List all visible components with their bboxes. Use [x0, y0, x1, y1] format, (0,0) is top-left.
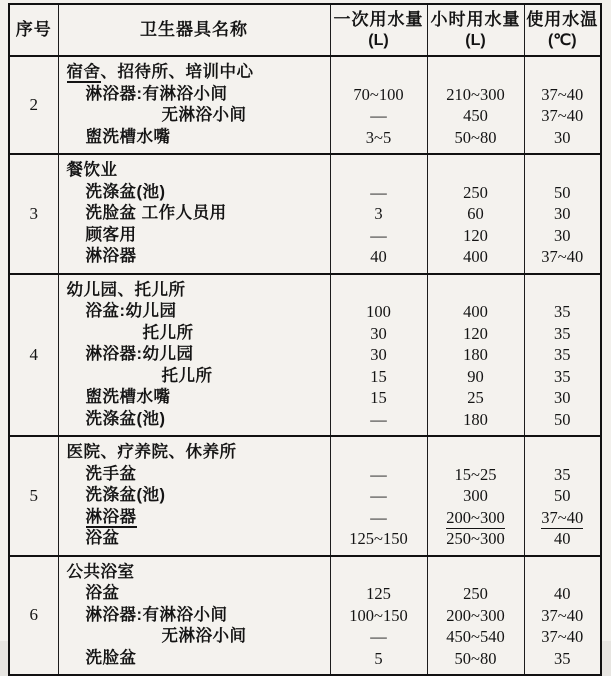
water-temp-value-text: 50	[554, 486, 571, 505]
water-usage-table	[8, 3, 602, 676]
hourly-usage-value	[428, 182, 524, 204]
hourly-usage-value-text: 400	[463, 302, 488, 321]
water-temp-value	[525, 203, 601, 225]
fixture-name	[59, 301, 330, 323]
col-header-water-temp-label: 使用水温	[526, 10, 599, 29]
section-title	[59, 562, 330, 584]
hourly-usage-value-cell	[427, 436, 524, 556]
water-temp-value-text: 35	[554, 302, 571, 321]
fixture-name-text: 盥洗槽水嘴	[85, 127, 171, 146]
fixture-name	[59, 648, 330, 670]
fixture-name	[59, 344, 330, 366]
once-usage-value	[331, 387, 427, 409]
once-usage-value-cell	[330, 436, 427, 556]
fixture-name	[59, 409, 330, 431]
once-usage-value-cell	[330, 154, 427, 274]
water-temp-value	[525, 507, 601, 529]
once-usage-value-text: 100	[366, 302, 391, 321]
once-usage-value-text: 15	[370, 388, 387, 407]
col-header-fixture-name-label: 卫生器具名称	[140, 20, 248, 39]
water-temp-value	[525, 648, 601, 670]
fixture-name-text: 洗脸盆 工作人员用	[85, 204, 227, 222]
fixture-name-text: 淋浴器:有淋浴小间	[85, 605, 228, 624]
fixture-name-text: 托儿所	[142, 323, 194, 342]
once-usage-value-text: 30	[370, 323, 387, 343]
once-usage-value	[331, 507, 427, 529]
fixture-name-text: 托儿所	[161, 366, 213, 385]
blank-line	[428, 562, 524, 584]
hourly-usage-value-cell	[427, 154, 524, 274]
hourly-usage-value	[428, 366, 524, 388]
once-usage-value	[331, 485, 427, 507]
once-usage-value	[331, 344, 427, 366]
once-usage-value	[331, 105, 427, 127]
section-title-part: 公共浴室	[66, 562, 135, 581]
once-usage-value-text: —	[370, 464, 387, 484]
fixture-name-text: 无淋浴小间	[161, 627, 247, 645]
once-usage-value-text: 30	[370, 345, 387, 364]
hourly-usage-value-text: 50~80	[454, 648, 497, 668]
fixture-name-text: 淋浴器	[85, 247, 137, 265]
once-usage-value-text: 70~100	[353, 84, 404, 104]
water-temp-value-cell	[524, 154, 601, 274]
water-temp-value-text: 37~40	[541, 106, 584, 125]
water-temp-value-text: 37~40	[541, 605, 584, 625]
once-usage-value	[331, 626, 427, 648]
hourly-usage-value	[428, 464, 524, 486]
water-temp-value-text: 30	[554, 127, 571, 147]
blank-line	[428, 62, 524, 84]
once-usage-value-text: 125	[366, 584, 391, 603]
water-temp-value-text: 35	[554, 323, 571, 343]
fixture-name	[59, 366, 330, 388]
section-row-5	[9, 436, 601, 556]
blank-line	[428, 160, 524, 182]
hourly-usage-value	[428, 648, 524, 670]
fixture-name-cell	[58, 154, 330, 274]
blank-line	[331, 62, 427, 84]
once-usage-value-text: 125~150	[349, 529, 408, 548]
fixture-name	[59, 105, 330, 127]
hourly-usage-value-text: 50~80	[454, 127, 497, 147]
once-usage-value-text: —	[370, 486, 387, 505]
blank-line	[525, 160, 601, 182]
hourly-usage-value-text: 250	[463, 182, 488, 202]
water-temp-value-text: 50	[554, 409, 571, 429]
once-usage-value-text: 15	[370, 366, 387, 386]
section-title	[59, 280, 330, 302]
fixture-name-text: 洗涤盆(池)	[85, 486, 166, 504]
once-usage-value-text: 5	[374, 648, 383, 668]
fixture-name	[59, 626, 330, 648]
once-usage-value	[331, 84, 427, 106]
hourly-usage-value-text: 450~540	[446, 627, 505, 646]
once-usage-value-text: —	[370, 106, 387, 125]
fixture-name-text: 洗脸盆	[85, 648, 137, 667]
hourly-usage-value-text: 120	[463, 323, 488, 343]
once-usage-value	[331, 246, 427, 268]
hourly-usage-value	[428, 105, 524, 127]
fixture-name-text: 无淋浴小间	[161, 106, 247, 124]
fixture-name-text: 顾客用	[85, 225, 137, 244]
once-usage-value-text: 40	[370, 247, 387, 266]
water-temp-value	[525, 528, 601, 550]
water-temp-value-cell	[524, 56, 601, 154]
hourly-usage-value-text: 250	[463, 584, 488, 603]
fixture-name-text: 洗涤盆(池)	[85, 182, 166, 201]
section-number: 4	[9, 274, 58, 437]
col-header-once-usage-label: 一次用水量	[333, 10, 424, 29]
fixture-name-cell	[58, 56, 330, 154]
water-temp-value	[525, 225, 601, 247]
fixture-name	[59, 182, 330, 204]
hourly-usage-value-text: 120	[463, 225, 488, 245]
water-temp-value	[525, 464, 601, 486]
blank-line	[331, 160, 427, 182]
water-temp-value	[525, 605, 601, 627]
water-temp-value-cell	[524, 274, 601, 437]
hourly-usage-value	[428, 626, 524, 648]
fixture-name-text: 盥洗槽水嘴	[85, 388, 171, 406]
col-header-water-temp	[524, 4, 601, 56]
hourly-usage-value	[428, 409, 524, 431]
once-usage-value	[331, 182, 427, 204]
water-temp-value-text: 37~40	[541, 247, 584, 266]
fixture-name-text: 洗手盆	[85, 464, 137, 483]
once-usage-value	[331, 605, 427, 627]
water-temp-value	[525, 583, 601, 605]
water-temp-value-text: 30	[554, 388, 571, 407]
fixture-name-text: 洗涤盆(池)	[85, 409, 166, 428]
fixture-name	[59, 387, 330, 409]
hourly-usage-value-text: 400	[463, 247, 488, 266]
water-temp-value	[525, 246, 601, 268]
col-header-hourly-usage	[427, 4, 524, 56]
section-row-4	[9, 274, 601, 437]
section-number: 3	[9, 154, 58, 274]
once-usage-value	[331, 323, 427, 345]
water-temp-value	[525, 344, 601, 366]
col-header-hourly-usage-unit: (L)	[465, 32, 486, 49]
hourly-usage-value	[428, 528, 524, 550]
hourly-usage-value	[428, 323, 524, 345]
hourly-usage-value-text: 200~300	[446, 507, 505, 527]
col-header-fixture-name	[58, 4, 330, 56]
blank-line	[428, 442, 524, 464]
water-temp-value	[525, 626, 601, 648]
section-row-2	[9, 56, 601, 154]
water-temp-value-text: 35	[554, 366, 571, 386]
hourly-usage-value	[428, 84, 524, 106]
hourly-usage-value	[428, 127, 524, 149]
fixture-name-cell	[58, 556, 330, 676]
water-temp-value	[525, 366, 601, 388]
fixture-name-text: 浴盆:幼儿园	[85, 302, 177, 320]
once-usage-value-text: —	[370, 409, 387, 429]
once-usage-value	[331, 648, 427, 670]
hourly-usage-value-text: 250~300	[446, 529, 505, 548]
fixture-name	[59, 127, 330, 149]
water-temp-value-text: 50	[554, 182, 571, 202]
water-temp-value	[525, 127, 601, 149]
fixture-name-text: 浴盆	[85, 529, 120, 547]
once-usage-value	[331, 366, 427, 388]
hourly-usage-value-text: 300	[463, 486, 488, 505]
section-number: 6	[9, 556, 58, 676]
section-number: 5	[9, 436, 58, 556]
fixture-name	[59, 203, 330, 225]
once-usage-value-text: 3~5	[365, 127, 392, 147]
fixture-name-text: 淋浴器	[85, 507, 137, 526]
water-temp-value-text: 40	[554, 529, 571, 548]
section-title	[59, 62, 330, 84]
water-temp-value-text: 35	[554, 345, 571, 364]
hourly-usage-value-text: 200~300	[446, 605, 505, 625]
section-number: 2	[9, 56, 58, 154]
fixture-name	[59, 84, 330, 106]
blank-line	[331, 280, 427, 302]
water-temp-value-text: 30	[554, 225, 571, 245]
blank-line	[331, 562, 427, 584]
col-header-no-label: 序号	[15, 20, 52, 39]
fixture-name	[59, 485, 330, 507]
water-temp-value	[525, 182, 601, 204]
once-usage-value-cell	[330, 56, 427, 154]
once-usage-value	[331, 583, 427, 605]
once-usage-value	[331, 127, 427, 149]
hourly-usage-value	[428, 246, 524, 268]
hourly-usage-value	[428, 225, 524, 247]
fixture-name-text: 淋浴器:有淋浴小间	[85, 84, 228, 103]
header-row	[9, 4, 601, 56]
water-temp-value-text: 37~40	[541, 627, 584, 646]
once-usage-value-text: —	[370, 182, 387, 202]
once-usage-value-cell	[330, 556, 427, 676]
section-row-6	[9, 556, 601, 676]
once-usage-value-text: —	[370, 507, 387, 527]
hourly-usage-value-text: 450	[463, 106, 488, 125]
blank-line	[525, 562, 601, 584]
section-title-part: 、招待所、培训中心	[100, 63, 254, 81]
once-usage-value	[331, 409, 427, 431]
section-title-underlined-part: 宿舍	[66, 63, 101, 81]
fixture-name	[59, 225, 330, 247]
fixture-name-cell	[58, 274, 330, 437]
once-usage-value	[331, 301, 427, 323]
hourly-usage-value-text: 180	[463, 345, 488, 364]
hourly-usage-value	[428, 605, 524, 627]
water-temp-value-text: 37~40	[541, 84, 584, 104]
blank-line	[525, 62, 601, 84]
hourly-usage-value-text: 180	[463, 409, 488, 429]
fixture-name	[59, 323, 330, 345]
once-usage-value-text: —	[370, 627, 387, 646]
section-title-part: 医院、疗养院、休养所	[66, 443, 237, 461]
hourly-usage-value-cell	[427, 274, 524, 437]
section-title-part: 餐饮业	[66, 161, 118, 179]
water-temp-value	[525, 301, 601, 323]
once-usage-value-text: —	[370, 225, 387, 245]
fixture-name-text: 浴盆	[85, 584, 120, 602]
water-temp-value-text: 35	[554, 648, 571, 668]
hourly-usage-value	[428, 387, 524, 409]
blank-line	[428, 280, 524, 302]
once-usage-value-cell	[330, 274, 427, 437]
col-header-water-temp-unit: (℃)	[547, 32, 577, 49]
hourly-usage-value-text: 60	[467, 204, 484, 223]
section-title-part: 幼儿园、托儿所	[66, 280, 186, 299]
water-temp-value-text: 30	[554, 204, 571, 223]
fixture-name	[59, 246, 330, 268]
water-temp-value-text: 40	[554, 584, 571, 603]
col-header-hourly-usage-label: 小时用水量	[430, 10, 521, 29]
blank-line	[331, 442, 427, 464]
water-temp-value	[525, 387, 601, 409]
fixture-name	[59, 464, 330, 486]
fixture-name	[59, 507, 330, 529]
fixture-name	[59, 583, 330, 605]
water-temp-value-cell	[524, 436, 601, 556]
hourly-usage-value-cell	[427, 56, 524, 154]
section-title	[59, 160, 330, 182]
hourly-usage-value-text: 25	[467, 388, 484, 407]
water-temp-value-cell	[524, 556, 601, 676]
hourly-usage-value-text: 210~300	[446, 84, 505, 104]
fixture-name-cell	[58, 436, 330, 556]
water-temp-value-text: 37~40	[541, 507, 584, 527]
blank-line	[525, 280, 601, 302]
hourly-usage-value	[428, 203, 524, 225]
fixture-name-text: 淋浴器:幼儿园	[85, 345, 194, 363]
col-header-once-usage	[330, 4, 427, 56]
hourly-usage-value	[428, 485, 524, 507]
fixture-name	[59, 605, 330, 627]
blank-line	[525, 442, 601, 464]
once-usage-value	[331, 528, 427, 550]
hourly-usage-value	[428, 301, 524, 323]
once-usage-value-text: 100~150	[349, 605, 408, 625]
water-temp-value	[525, 409, 601, 431]
hourly-usage-value	[428, 344, 524, 366]
hourly-usage-value	[428, 507, 524, 529]
water-temp-value	[525, 84, 601, 106]
col-header-no	[9, 4, 58, 56]
hourly-usage-value	[428, 583, 524, 605]
once-usage-value-text: 3	[374, 204, 383, 223]
fixture-name	[59, 528, 330, 550]
section-row-3	[9, 154, 601, 274]
once-usage-value	[331, 203, 427, 225]
once-usage-value	[331, 225, 427, 247]
once-usage-value	[331, 464, 427, 486]
col-header-once-usage-unit: (L)	[368, 32, 389, 49]
hourly-usage-value-text: 90	[467, 366, 484, 386]
water-temp-value	[525, 105, 601, 127]
water-temp-value-text: 35	[554, 464, 571, 484]
hourly-usage-value-cell	[427, 556, 524, 676]
water-temp-value	[525, 323, 601, 345]
section-title	[59, 442, 330, 464]
water-temp-value	[525, 485, 601, 507]
table-body	[9, 56, 601, 675]
hourly-usage-value-text: 15~25	[454, 464, 497, 484]
